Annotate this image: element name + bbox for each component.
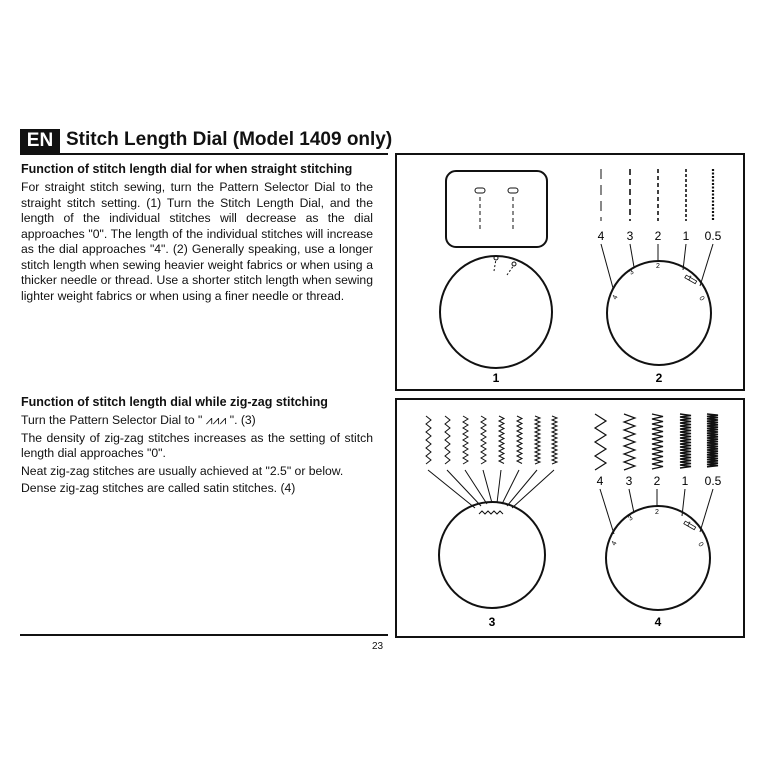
- language-badge: EN: [20, 129, 60, 153]
- dial-mark-1: 1: [686, 274, 693, 283]
- dial-mark-2: 2: [656, 263, 660, 270]
- zigzag-scale-label-4: 4: [596, 474, 604, 488]
- zigzag-dial-mark-0: 0: [696, 541, 705, 549]
- scale-label-4: 4: [597, 229, 605, 243]
- straight-stitch-figures-panel: [395, 153, 745, 391]
- figure-1-label: 1: [492, 371, 500, 385]
- zigzag-line-1: Turn the Pattern Selector Dial to " ⩘⩘⩘ ". (3): [21, 413, 256, 427]
- scale-label-0-5: 0.5: [704, 229, 722, 243]
- zigzag-line-2: The density of zig-zag stitches increases as the setting of stitch length dial approaches "0".: [21, 430, 373, 460]
- zigzag-dial-mark-1: 1: [685, 520, 692, 529]
- stitch-length-dial-shape: [607, 261, 711, 365]
- zigzag-figures-panel: [395, 398, 745, 638]
- zigzag-heading: Function of stitch length dial while zig-zag stitching: [21, 395, 328, 409]
- zigzag-section: [21, 394, 373, 499]
- figure-4-label: 4: [654, 615, 662, 629]
- figure-2-label: 2: [655, 371, 663, 385]
- dial-mark-3: 3: [628, 268, 636, 277]
- scale-label-3: 3: [626, 229, 634, 243]
- zigzag-scale-label-1: 1: [681, 474, 689, 488]
- footer-rule: [20, 634, 388, 636]
- zigzag-pattern-dial-shape: [439, 502, 545, 608]
- scale-label-1: 1: [682, 229, 690, 243]
- zigzag-illustration: [397, 400, 743, 636]
- pattern-window-shape: [446, 171, 547, 247]
- zigzag-dial-mark-3: 3: [627, 514, 635, 523]
- dial-mark-0: 0: [697, 295, 706, 303]
- zigzag-line-4: Dense zig-zag stitches are called satin stitches. (4): [21, 481, 296, 495]
- scale-label-2: 2: [654, 229, 662, 243]
- zigzag-line-3: Neat zig-zag stitches are usually achieved at "2.5" or below.: [21, 463, 344, 478]
- zigzag-scale-label-3: 3: [625, 474, 633, 488]
- figure-3-label: 3: [488, 615, 496, 629]
- page-number: 23: [372, 641, 384, 652]
- zigzag-dial-mark-4: 4: [610, 540, 619, 547]
- straight-stitch-illustration: [397, 155, 743, 389]
- pattern-selector-dial-shape: [440, 256, 552, 368]
- zigzag-stitch-length-dial-shape: [606, 506, 710, 610]
- zigzag-scale-label-0-5: 0.5: [704, 474, 722, 488]
- dial-mark-4: 4: [611, 294, 620, 301]
- straight-stitch-body: For straight stitch sewing, turn the Pattern Selector Dial to the straight stitch setting. (1) Turn the Stitch Length Dial, and the length of the individual stitches will decrease as the dial approaches "0". The length of the individual stitches will increase as the dial approaches "4". (2) Generally speaking, use a longer stitch length when sewing heavier weight fabrics or when using a thicker needle or thread. Use a shorter stitch length when sewing lighter weight fabrics or when using a finer needle or thread.: [21, 180, 373, 303]
- header-rule: [20, 153, 388, 155]
- zigzag-scale-label-2: 2: [653, 474, 661, 488]
- zigzag-dial-mark-2: 2: [655, 509, 659, 516]
- straight-stitch-heading: Function of stitch length dial for when straight stitching: [21, 162, 353, 176]
- page-title: Stitch Length Dial (Model 1409 only): [66, 129, 393, 150]
- straight-stitch-section: [21, 161, 373, 304]
- page-header: [20, 127, 393, 153]
